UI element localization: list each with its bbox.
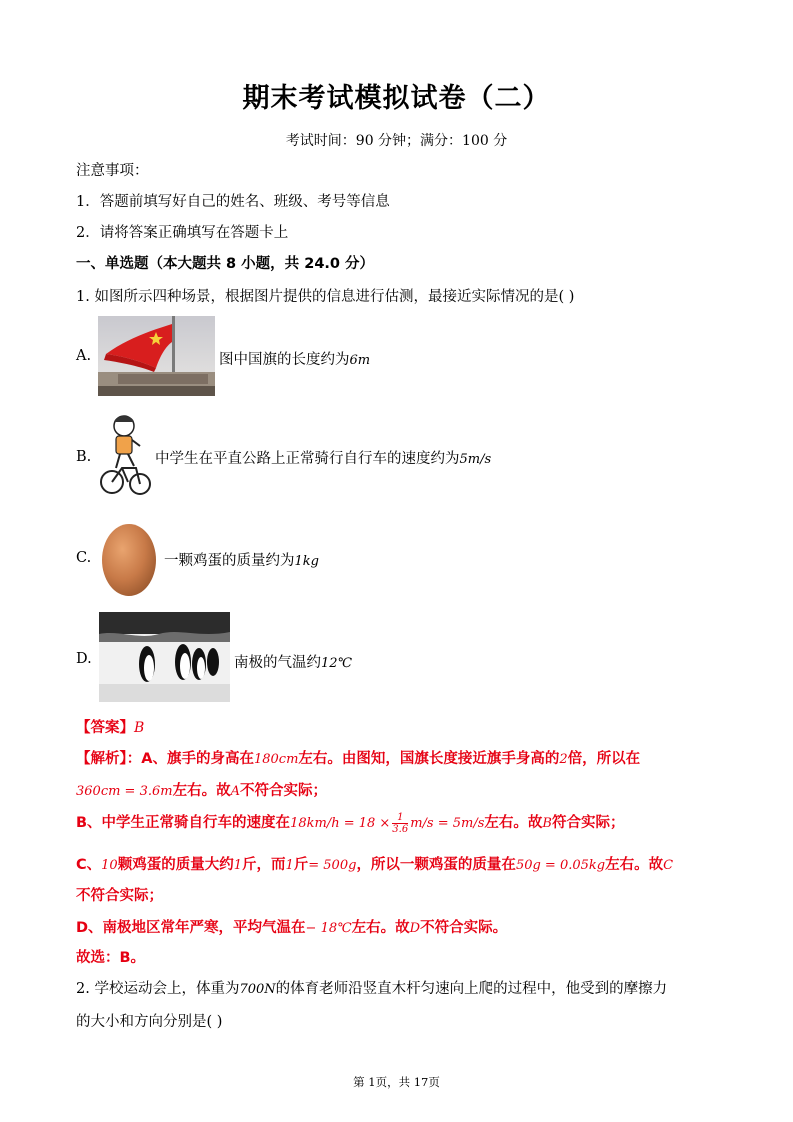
analysis-line-5: 不符合实际； [76,888,163,904]
fraction: $\frac{1}{3.6}$ [392,811,409,835]
option-d-text: 南极的气温约12℃ [234,655,353,671]
flag-image [98,316,215,396]
analysis-line-7: 故选：B。 [76,950,146,966]
question-1-stem: 1. 如图所示四种场景，根据图片提供的信息进行估测，最接近实际情况的是( ) [76,289,575,305]
option-b-text: 中学生在平直公路上正常骑行自行车的速度约为5m/s [155,451,492,467]
question-2-stem: 2. 学校运动会上，体重为700N的体育老师沿竖直木杆匀速向上爬的过程中，他受到的摩擦力 [76,981,668,997]
cyclist-image [100,412,152,498]
page-number: 第 1页，共 17页 [353,1075,440,1089]
option-a-text: 图中国旗的长度约为6m [219,352,371,368]
exam-info: 考试时间：90 分钟；满分：100 分 [285,133,508,149]
option-d-label: D. [76,651,92,667]
section-heading: 一、单选题（本大题共 8 小题，共 24.0 分） [76,256,375,272]
egg-image [100,518,158,598]
notice-heading: 注意事项： [76,163,149,179]
analysis-line-6: D、南极地区常年严寒，平均气温在− 18℃左右。故D不符合实际。 [76,920,508,936]
question-2-stem-line-2: 的大小和方向分别是( ) [76,1014,223,1030]
option-c-label: C. [76,550,92,566]
analysis-line-3: B、中学生正常骑自行车的速度在18km/h = 18 × $\frac{1}{3.6}$ m/s = 5m/s左右。故B符合实际； [76,811,625,835]
option-c-text: 一颗鸡蛋的质量约为1kg [164,553,319,569]
analysis-line-2: 360cm = 3.6m左右。故A不符合实际； [76,783,327,799]
option-a-label: A. [76,348,92,364]
answer: 【答案】B [76,720,145,736]
option-b-label: B. [76,449,92,465]
penguins-image [99,612,230,702]
notice-item-1: 1．答题前填写好自己的姓名、班级、考号等信息 [76,194,390,210]
analysis-line-1: 【解析】：A、旗手的身高在180cm左右。由图知，国旗长度接近旗手身高的2倍，所以在 [76,751,641,767]
page-title: 期末考试模拟试卷（二） [242,83,551,114]
analysis-line-4: C、10颗鸡蛋的质量大约1斤，而1斤= 500g，所以一颗鸡蛋的质量在50g = 0.05kg左右。故C [76,857,674,873]
notice-item-2: 2．请将答案正确填写在答题卡上 [76,225,289,241]
